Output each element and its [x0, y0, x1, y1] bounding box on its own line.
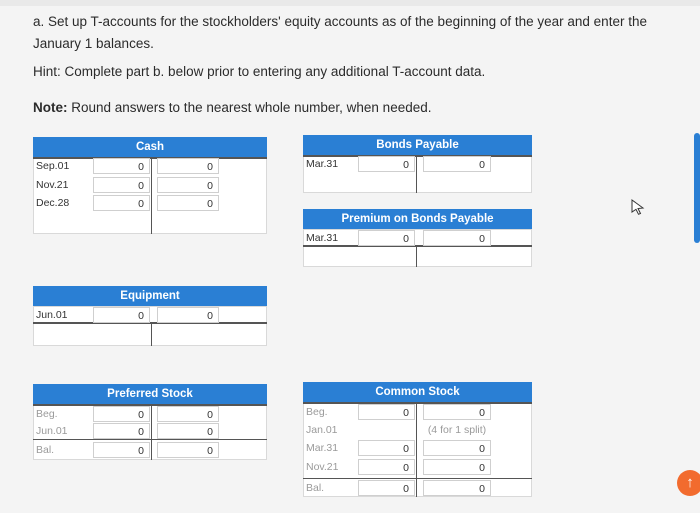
- cash-row2-debit-input[interactable]: 0: [93, 177, 150, 193]
- cash-row2-label: Nov.21: [36, 179, 69, 191]
- premium-bonds-center-rule: [416, 245, 417, 267]
- common-row1-credit-input[interactable]: 0: [423, 404, 491, 420]
- bonds-payable-row1-label: Mar.31: [306, 158, 339, 170]
- preferred-stock-body: [33, 404, 267, 460]
- preferred-row3-credit-input[interactable]: 0: [157, 442, 219, 458]
- common-row5-label: Bal.: [306, 482, 325, 494]
- common-row4-label: Nov.21: [306, 461, 339, 473]
- common-row3-debit-input[interactable]: 0: [358, 440, 415, 456]
- preferred-stock-center-rule: [151, 404, 152, 460]
- note-text: [33, 98, 432, 117]
- cash-row1-credit-input[interactable]: 0: [157, 158, 219, 174]
- common-stock-center-rule: [416, 402, 417, 497]
- preferred-row2-credit-input[interactable]: 0: [157, 423, 219, 439]
- common-stock-title: Common Stock: [303, 382, 532, 402]
- scrollbar-handle[interactable]: [694, 133, 700, 243]
- bonds-payable-debit-input[interactable]: 0: [358, 156, 415, 172]
- preferred-row2-label: Jun.01: [36, 425, 68, 437]
- note-label: Note:: [33, 100, 68, 115]
- preferred-stock-top-rule: [33, 404, 267, 406]
- cash-row1-label: Sep.01: [36, 160, 70, 172]
- common-row4-credit-input[interactable]: 0: [423, 459, 491, 475]
- common-row4-debit-input[interactable]: 0: [358, 459, 415, 475]
- instructions-line2: January 1 balances.: [33, 36, 154, 51]
- equipment-rule: [33, 322, 267, 324]
- cash-row3-label: Dec.28: [36, 197, 70, 209]
- cash-row3-debit-input[interactable]: 0: [93, 195, 150, 211]
- common-row1-label: Beg.: [306, 406, 328, 418]
- cash-center-rule: [151, 157, 152, 234]
- preferred-row3-label: Bal.: [36, 444, 55, 456]
- bonds-payable-title: Bonds Payable: [303, 135, 532, 155]
- equipment-row1-label: Jun.01: [36, 309, 68, 321]
- t-account-cash: [33, 137, 267, 234]
- equipment-debit-input[interactable]: 0: [93, 307, 150, 323]
- preferred-row1-debit-input[interactable]: 0: [93, 406, 150, 422]
- premium-bonds-debit-input[interactable]: 0: [358, 230, 415, 246]
- premium-bonds-credit-input[interactable]: 0: [423, 230, 491, 246]
- t-account-preferred-stock: [33, 384, 267, 460]
- t-account-premium-on-bonds-payable: [303, 209, 532, 267]
- equipment-credit-input[interactable]: 0: [157, 307, 219, 323]
- cash-row2-credit-input[interactable]: 0: [157, 177, 219, 193]
- preferred-row2-debit-input[interactable]: 0: [93, 423, 150, 439]
- bonds-payable-credit-input[interactable]: 0: [423, 156, 491, 172]
- preferred-row3-debit-input[interactable]: 0: [93, 442, 150, 458]
- premium-bonds-row1-label: Mar.31: [306, 232, 339, 244]
- cash-row3-credit-input[interactable]: 0: [157, 195, 219, 211]
- mouse-pointer-icon: [631, 199, 645, 215]
- preferred-row1-credit-input[interactable]: 0: [157, 406, 219, 422]
- premium-bonds-title: Premium on Bonds Payable: [303, 209, 532, 229]
- common-row5-credit-input[interactable]: 0: [423, 480, 491, 496]
- instructions-line1: a. Set up T-accounts for the stockholders' equity accounts as of the beginning of the year and enter the: [33, 14, 647, 29]
- t-account-common-stock: [303, 382, 532, 497]
- preferred-stock-balance-rule: [33, 439, 267, 440]
- common-row3-label: Mar.31: [306, 442, 339, 454]
- scroll-to-top-button[interactable]: [677, 470, 700, 496]
- equipment-body: [33, 306, 267, 346]
- common-row1-debit-input[interactable]: 0: [358, 404, 415, 420]
- common-row5-debit-input[interactable]: 0: [358, 480, 415, 496]
- common-stock-balance-rule: [303, 478, 532, 479]
- preferred-row1-label: Beg.: [36, 408, 58, 420]
- bonds-payable-center-rule: [416, 155, 417, 193]
- note-body: Round answers to the nearest whole number, when needed.: [67, 100, 432, 115]
- preferred-stock-title: Preferred Stock: [33, 384, 267, 404]
- common-row3-credit-input[interactable]: 0: [423, 440, 491, 456]
- common-row2-split-note: (4 for 1 split): [427, 424, 487, 436]
- cash-title: Cash: [33, 137, 267, 157]
- equipment-center-rule: [151, 322, 152, 346]
- cash-row1-debit-input[interactable]: 0: [93, 158, 150, 174]
- equipment-title: Equipment: [33, 286, 267, 306]
- common-row2-label: Jan.01: [306, 424, 338, 436]
- t-account-equipment: [33, 286, 267, 346]
- page-header-strip: [0, 0, 700, 6]
- t-account-bonds-payable: [303, 135, 532, 193]
- hint-text: Hint: Complete part b. below prior to entering any additional T-account data.: [33, 64, 486, 79]
- arrow-up-icon: ↑: [686, 474, 694, 491]
- common-stock-top-rule: [303, 402, 532, 404]
